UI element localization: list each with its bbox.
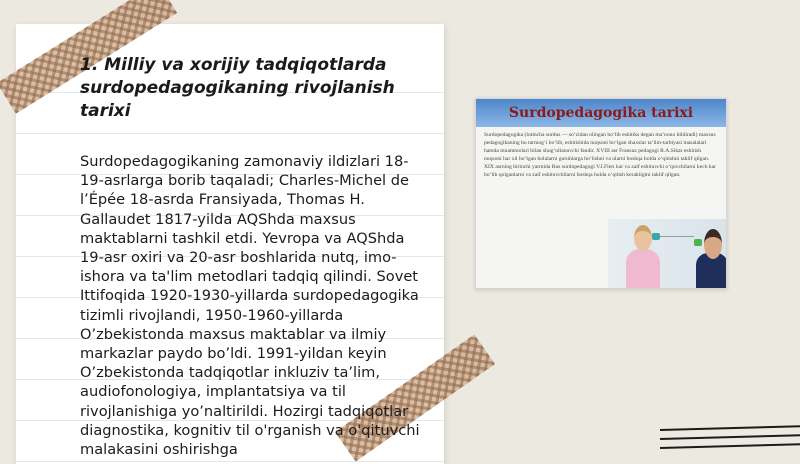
slide-text: Surdopedagogika (lotincha surdus — so‘zidan olingan bo‘lib eshitiks degan ma’nono bildiradi) maxsus pedagogikaning bu tarmog‘i bo‘lib, eshitishida nuqsoni bo‘lgan shaxslar ta’lim-tarbiyasi masalalari hamda muammolari bilan shug‘ullanuvchi fandir. XVIII asr Fransuz pedagogi R.A.Sikar eshitish nuqsoni har xil bo‘lgan bolalarni guruhlarga bo‘lishni va ularni boshqa holda o‘qitishni taklif qilgan. XIX asrning birinchi yarmida Rus surdopedagogi V.I.Flerı kar va zaif eshituvchi o‘quvchilarni kech kar bo‘lib qolganlarni va zaif eshituvchilarni boshqa holda o‘qitish kerakligini taklif qilgan. bbox=[484, 132, 717, 178]
cup-telephone-icon bbox=[652, 233, 660, 240]
child-head bbox=[634, 225, 652, 251]
body-paragraph: Surdopedagogikaning zamonaviy ildizlari 18-19-asrlarga borib taqaladi; Charles-Michel de l’Épée 18-asrda Fransiyada, Thomas H. Gallaudet 1817-yilda AQShda maxsus maktablarni tashkil etdi. Yevropa va AQShda 19-asr oxiri va 20-asr boshlarida nutq, imo-ishora va ta'lim metodlari tadqiq qilindi. Sovet Ittifoqida 1920-1930-yillarda surdopedagogika tizimli rivojlandi, 1950-1960-yillarda O’zbekistonda maxsus maktablar va ilmiy markazlar paydo bo’ldi. 1991-yildan keyin O’zbekistonda tadqiqotlar inkluziv ta’lim, audiofonologiya, implantatsiya va til rivojlanishiga yo’naltirildi. Hozirgi tadqiqotlar diagnostika, kognitiv til o'rganish va o'qituvchi malakasini oshirishga bbox=[80, 153, 420, 459]
slide-photo bbox=[608, 219, 726, 288]
cup-string bbox=[660, 236, 694, 237]
decorative-lines bbox=[660, 420, 800, 450]
slide-header bbox=[476, 99, 726, 127]
adult-head bbox=[704, 229, 722, 259]
child-figure bbox=[626, 249, 660, 288]
page-title: 1. Milliy va xorijiy tadqiqotlarda surdopedagogikaning rivojlanish tarixi bbox=[80, 55, 395, 121]
slide-thumbnail bbox=[475, 98, 727, 289]
slide-title: Surdopedagogika tarixi bbox=[508, 105, 694, 121]
cup-telephone-icon bbox=[694, 239, 702, 246]
